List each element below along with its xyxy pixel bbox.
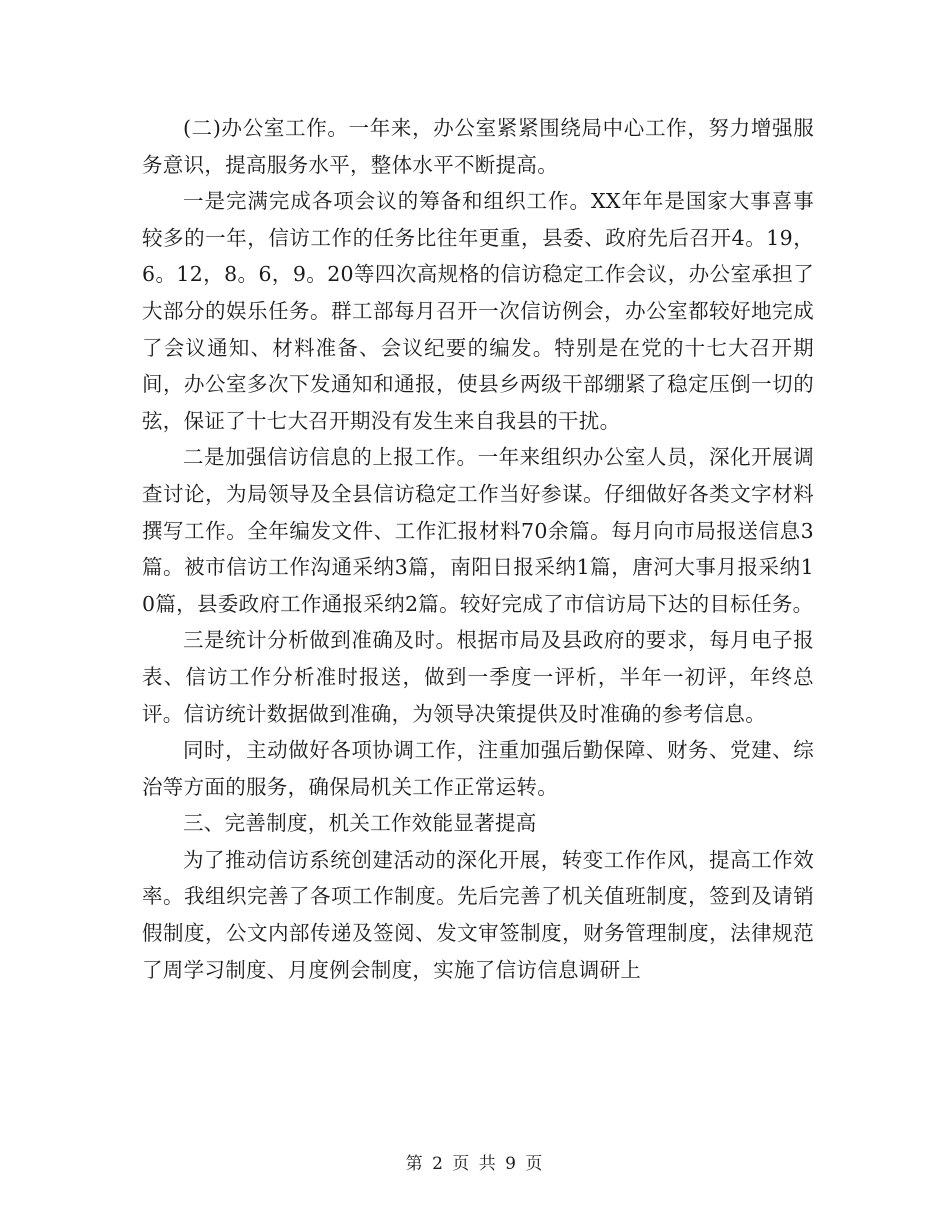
document-body [142,110,814,988]
paragraph-information-reporting: 二是加强信访信息的上报工作。一年来组织办公室人员，深化开展调查讨论，为局领导及全县信访稳定工作当好参谋。仔细做好各类文字材料撰写工作。全年编发文件、工作汇报材料70余篇。每月向市局报送信息3篇。被市信访工作沟通采纳3篇，南阳日报采纳1篇，唐河大事月报采纳10篇，县委政府工作通报采纳2篇。较好完成了市信访局下达的目标任务。 [142,445,814,616]
paragraph-systems: 为了推动信访系统创建活动的深化开展，转变工作作风，提高工作效率。我组织完善了各项工作制度。先后完善了机关值班制度，签到及请销假制度，公文内部传递及签阅、发文审签制度，财务管理制度，法律规范了周学习制度、月度例会制度，实施了信访信息调研上 [142,847,814,982]
paragraph-coordination: 同时，主动做好各项协调工作，注重加强后勤保障、财务、党建、综治等方面的服务，确保局机关工作正常运转。 [142,738,814,799]
page-footer: 第 2 页 共 9 页 [405,1154,545,1174]
paragraph-office-work: (二)办公室工作。一年来，办公室紧紧围绕局中心工作，努力增强服务意识，提高服务水平，整体水平不断提高。 [142,116,814,177]
section-heading-systems: 三、完善制度，机关工作效能显著提高 [183,811,537,836]
paragraph-statistics: 三是统计分析做到准确及时。根据市局及县政府的要求，每月电子报表、信访工作分析准时报送，做到一季度一评析，半年一初评，年终总评。信访统计数据做到准确，为领导决策提供及时准确的参考信息。 [142,628,814,726]
paragraph-meetings: 一是完满完成各项会议的筹备和组织工作。XX年年是国家大事喜事较多的一年，信访工作的任务比往年更重，县委、政府先后召开4。19，6。12，8。6，9。20等四次高规格的信访稳定工作会议，办公室承担了大部分的娱乐任务。群工部每月召开一次信访例会，办公室都较好地完成了会议通知、材料准备、会议纪要的编发。特别是在党的十七大召开期间，办公室多次下发通知和通报，使县乡两级干部绷紧了稳定压倒一切的弦，保证了十七大召开期没有发生来自我县的干扰。 [142,189,814,433]
